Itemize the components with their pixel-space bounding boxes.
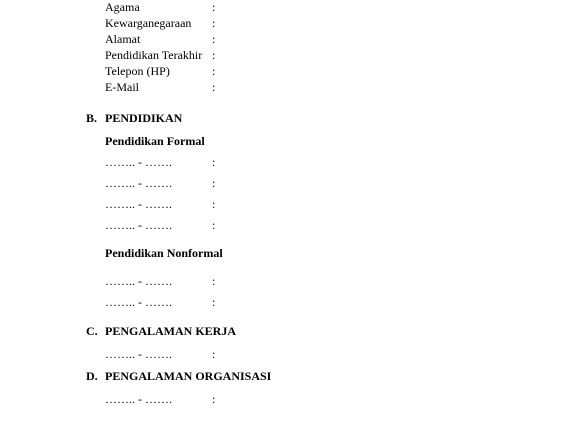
formal-colon-1: : <box>212 155 216 169</box>
kerja-colon-1: : <box>212 347 216 361</box>
formal-period-3: …….. - ……. <box>105 197 172 211</box>
nonformal-colon-1: : <box>212 274 216 288</box>
section-letter-d: D. <box>86 369 98 383</box>
nonformal-period-2: …….. - ……. <box>105 295 172 309</box>
section-title-pengalaman-kerja: PENGALAMAN KERJA <box>105 324 236 338</box>
colon-telepon: : <box>212 64 216 78</box>
label-pendidikan-terakhir: Pendidikan Terakhir <box>105 48 203 62</box>
formal-period-4: …….. - ……. <box>105 218 172 232</box>
label-email: E-Mail <box>105 80 139 94</box>
kerja-period-1: …….. - ……. <box>105 347 172 361</box>
formal-period-1: …….. - ……. <box>105 155 172 169</box>
formal-colon-4: : <box>212 218 216 232</box>
label-telepon: Telepon (HP) <box>105 64 170 78</box>
section-letter-b: B. <box>86 111 98 125</box>
section-letter-c: C. <box>86 324 98 338</box>
nonformal-colon-2: : <box>212 295 216 309</box>
formal-colon-2: : <box>212 176 216 190</box>
label-agama: Agama <box>105 0 140 14</box>
label-kewarganegaraan: Kewarganegaraan <box>105 16 192 30</box>
organisasi-period-1: …….. - ……. <box>105 392 172 406</box>
label-alamat: Alamat <box>105 32 141 46</box>
colon-pendidikan-terakhir: : <box>212 48 216 62</box>
subheading-pendidikan-nonformal: Pendidikan Nonformal <box>105 246 223 260</box>
nonformal-period-1: …….. - ……. <box>105 274 172 288</box>
colon-alamat: : <box>212 32 216 46</box>
colon-email: : <box>212 80 216 94</box>
organisasi-colon-1: : <box>212 392 216 406</box>
subheading-pendidikan-formal: Pendidikan Formal <box>105 134 205 148</box>
colon-kewarganegaraan: : <box>212 16 216 30</box>
formal-colon-3: : <box>212 197 216 211</box>
section-title-pengalaman-organisasi: PENGALAMAN ORGANISASI <box>105 369 272 383</box>
colon-agama: : <box>212 0 216 14</box>
formal-period-2: …….. - ……. <box>105 176 172 190</box>
section-title-pendidikan: PENDIDIKAN <box>105 111 183 125</box>
